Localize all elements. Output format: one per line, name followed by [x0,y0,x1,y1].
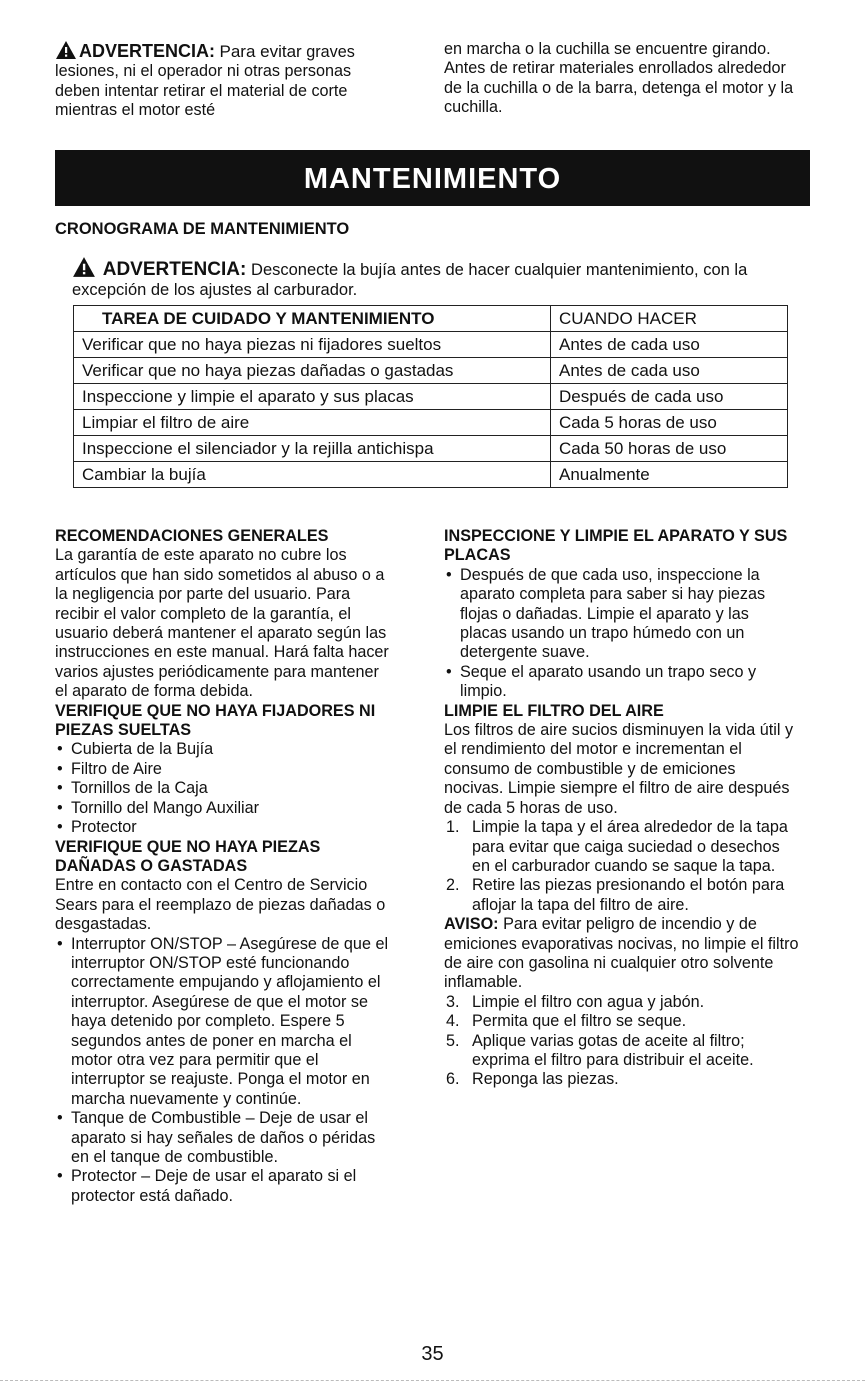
list-item: • Protector – Deje de usar el aparato si el protector está dañado. [55,1167,395,1206]
step-number: 6. [446,1070,460,1089]
table-row [74,436,788,462]
page-number: 35 [421,1343,444,1365]
list-item [444,1070,799,1089]
step-number: 3. [446,992,460,1011]
notice [444,915,799,993]
step-text: Limpie la tapa y el área alrededor de la tapa para evitar que caiga suciedad o desechos en el carburador cuando se saque la tapa. [472,818,788,875]
filter-steps-list [444,818,799,915]
section-heading: LIMPIE EL FILTRO DEL AIRE [444,701,664,720]
list-item: • Después de que cada uso, inspeccione la aparato completa para saber si hay piezas flojas o dañadas. Limpie el aparato y las placas usando un trapo húmedo con un detergente suave. [444,566,799,663]
loose-parts-list [55,740,395,837]
table-header-cell: TAREA DE CUIDADO Y MANTENIMIENTO [74,306,551,332]
schedule-warning [72,256,792,300]
step-text: Aplique varias gotas de aceite al filtro; exprima el filtro para distribuir el aceite. [472,1031,754,1069]
table-header-cell: CUANDO HACER [551,306,788,332]
step-text: Retire las piezas presionando el botón para aflojar la tapa del filtro de aire. [472,876,785,914]
page-edge-line [0,1380,865,1381]
list-item: • Cubierta de la Bujía [55,740,395,759]
list-item: • Interruptor ON/STOP – Asegúrese de que el interruptor ON/STOP esté funcionando correctamente empujando y aflojamiento el interruptor. Asegúrese de que el motor se haya detenido por completo. Espere 5 segundos antes de poner en marcha el motor otra vez para permitir que el interruptor se reajuste. Ponga el motor en marcha nuevamente y continúe. [55,935,395,1110]
list-item: • Protector [55,818,395,837]
top-right-text [444,40,799,118]
table-row [74,462,788,488]
inspect-list [444,566,799,702]
list-item: • Seque el aparato usando un trapo seco y limpio. [444,663,799,702]
list-item: • Filtro de Aire [55,760,395,779]
table-cell: Después de cada uso [551,384,788,410]
warning-text: Desconecte la bujía antes de hacer cualquier mantenimiento, con la excepción de los ajustes al carburador. [72,261,748,299]
top-warning [55,40,400,121]
step-number: 2. [446,876,460,895]
table-header-row [74,306,788,332]
table-row [74,410,788,436]
paragraph: Entre en contacto con el Centro de Servicio Sears para el reemplazo de piezas dañadas o desgastadas. [55,876,386,934]
schedule-heading: CRONOGRAMA DE MANTENIMIENTO [55,220,350,238]
list-item [444,1032,799,1071]
list-item [444,993,799,1012]
paragraph: La garantía de este aparato no cubre los artículos que han sido sometidos al abuso o a la negligencia por parte del usuario. Para recibir el valor completo de la garantía, el usuario deberá mantener el aparato según las instrucciones en este manual. Hará falta hacer varios ajustes periódicamente para mantener el aparato de forma debida. [55,546,389,701]
table-cell: Cada 50 horas de uso [551,436,788,462]
step-text: Limpie el filtro con agua y jabón. [472,992,705,1011]
table-row [74,358,788,384]
table-cell: Cada 5 horas de uso [551,410,788,436]
list-item [444,818,799,876]
step-number: 4. [446,1012,460,1031]
list-item [444,876,799,915]
notice-text: Para evitar peligro de incendio y de emiciones evaporativas nocivas, no limpie el filtro de aire con gasolina ni cualquier otro solvente inflamable. [444,915,799,992]
filter-steps-list [444,993,799,1090]
warning-triangle-icon [55,40,77,60]
warning-label: ADVERTENCIA: [102,259,247,280]
table-row [74,332,788,358]
step-text: Reponga las piezas. [472,1070,619,1089]
table-cell: Inspeccione y limpie el aparato y sus placas [74,384,551,410]
notice-label: AVISO: [444,915,499,934]
list-item: • Tornillos de la Caja [55,779,395,798]
step-number: 1. [446,818,460,837]
list-item [444,1012,799,1031]
section-heading: VERIFIQUE QUE NO HAYA PIEZAS DAÑADAS O GASTADAS [55,837,321,875]
paragraph: Los filtros de aire sucios disminuyen la vida útil y el rendimiento del motor e incrementan el consumo de combustible y de emiciones nocivas. Limpie siempre el filtro de aire después de cada 5 horas de uso. [444,721,794,817]
left-column [55,527,395,1206]
list-item: • Tornillo del Mango Auxiliar [55,799,395,818]
warning-triangle-icon [72,256,96,278]
step-number: 5. [446,1031,460,1050]
section-banner: MANTENIMIENTO [55,150,810,206]
section-heading: INSPECCIONE Y LIMPIE EL APARATO Y SUS PLACAS [444,527,788,565]
right-column [444,527,799,1090]
warning-label: ADVERTENCIA: [79,41,216,61]
list-item: • Tanque de Combustible – Deje de usar el aparato si hay señales de daños o péridas en el tanque de combustible. [55,1109,395,1167]
table-row [74,384,788,410]
continuation-paragraph: en marcha o la cuchilla se encuentre girando. Antes de retirar materiales enrollados alrededor de la cuchilla o de la barra, detenga el motor y la cuchilla. [444,40,794,117]
table-cell: Antes de cada uso [551,332,788,358]
section-heading: RECOMENDACIONES GENERALES [55,527,329,545]
warning-text: graves lesiones, ni el operador ni otras personas deben intentar retirar el material de corte mientras el motor esté [55,43,355,120]
section-heading: VERIFIQUE QUE NO HAYA FIJADORES NI PIEZAS SUELTAS [55,701,376,740]
step-text: Permita que el filtro se seque. [472,1012,687,1031]
table-cell: Inspeccione el silenciador y la rejilla antichispa [74,436,551,462]
table-cell: Verificar que no haya piezas ni fijadores sueltos [74,332,551,358]
table-cell: Anualmente [551,462,788,488]
table-cell: Verificar que no haya piezas dañadas o gastadas [74,358,551,384]
table-cell: Antes de cada uso [551,358,788,384]
table-cell: Cambiar la bujía [74,462,551,488]
warning-text-first: Para evitar [219,42,302,61]
maintenance-table [73,305,788,488]
table-cell: Limpiar el filtro de aire [74,410,551,436]
damaged-parts-list [55,935,395,1207]
